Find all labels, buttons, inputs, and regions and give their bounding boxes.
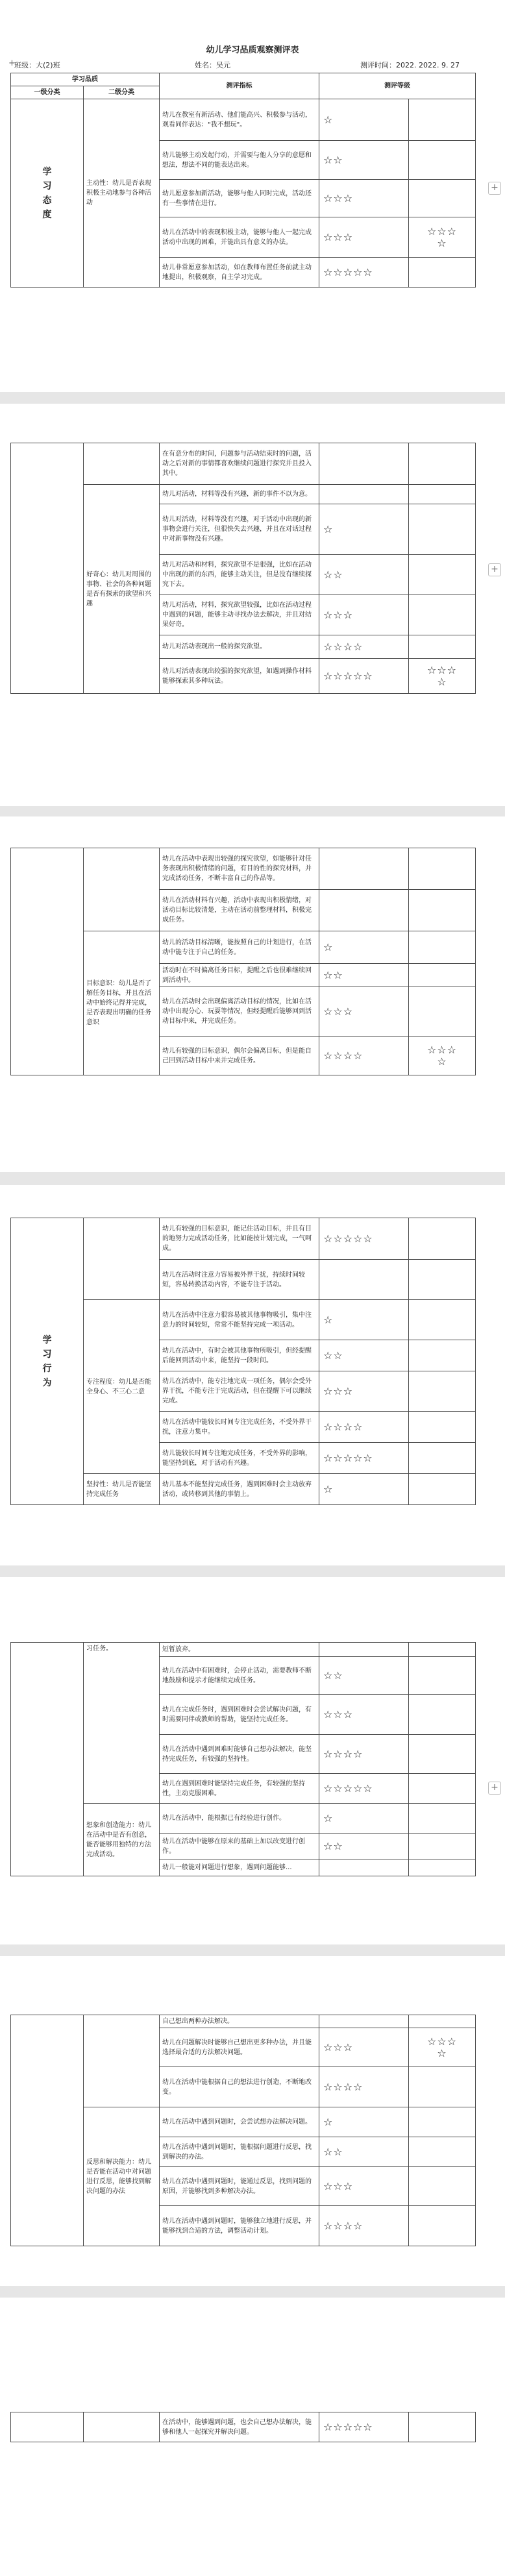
rating-stars[interactable]: ☆☆☆☆: [319, 1412, 409, 1443]
indicator-cell: 幼儿在活动材料有兴趣，活动中表现出积极情绪，对活动目标比较清楚，主动在活动前整理材料，积极完成任务。: [160, 890, 319, 931]
indicator-cell: 幼儿对活动，材料等没有兴趣，新的事件不以为意。: [160, 485, 319, 504]
indicator-cell: 幼儿在活动中能够在原来的基础上加以改变进行创作。: [160, 1834, 319, 1859]
rating-extra: [409, 485, 476, 504]
rating-extra: [409, 964, 476, 987]
rating-extra: [409, 2107, 476, 2137]
page-6: [0, 1956, 505, 2286]
indicator-cell: 幼儿有较强的目标意识，偶尔会偏离目标，但是能自己回到活动目标中来并完成任务。: [160, 1037, 319, 1075]
rating-extra: [409, 2067, 476, 2107]
rating-extra: [409, 635, 476, 659]
level2-cell: 目标意识：幼儿是否了解任务目标，并且在活动中始终记得并完成，是否表现出明确的任务意识: [84, 931, 160, 1075]
table-row: [11, 1218, 476, 1260]
indicator-cell: 幼儿有较强的目标意识，能记住活动目标，并且有目的地努力完成活动任务，比如能按计划完成，一气呵成。: [160, 1218, 319, 1260]
indicator-cell: 幼儿在活动中，有时会被其他事物所吸引，但经提醒后能回到活动中来，能坚持一段时间。: [160, 1340, 319, 1371]
indicator-cell: 幼儿在活动中能较长时间专注完成任务，不受外界干扰，注意力集中。: [160, 1412, 319, 1443]
rating-extra: [409, 1695, 476, 1735]
rating-extra: [409, 1412, 476, 1443]
eval-table-p3: [10, 848, 476, 1075]
rating-stars[interactable]: [319, 890, 409, 931]
rating-extra: [409, 443, 476, 485]
level2-cell: 坚持性：幼儿是否能坚持完成任务: [84, 1474, 160, 1505]
page-4: [0, 1185, 505, 1565]
rating-stars[interactable]: [319, 2015, 409, 2028]
table-row: [11, 2412, 476, 2442]
rating-extra: [409, 555, 476, 595]
rating-stars[interactable]: ☆☆: [319, 2137, 409, 2167]
rating-stars[interactable]: ☆☆☆☆: [319, 2206, 409, 2246]
rating-extra: [409, 1300, 476, 1340]
rating-extra: [409, 987, 476, 1037]
eval-table-p5: [10, 1642, 476, 1876]
level2-cell: 反思和解决能力：幼儿是否能在活动中对问题进行反思，能够找到解决问题的办法: [84, 2107, 160, 2246]
rating-stars[interactable]: [319, 1260, 409, 1300]
table-row: [11, 443, 476, 485]
page-5: [0, 1577, 505, 1944]
rating-extra: [409, 504, 476, 555]
eval-table-p7: [10, 2412, 476, 2442]
table-row: [11, 99, 476, 141]
level1-cell: [11, 443, 84, 694]
level2-cell: 好奇心：幼儿对周围的事物、社会的各种问题是否有探索的欲望和兴趣: [84, 485, 160, 694]
indicator-cell: 幼儿的活动目标清晰，能按照自己的计划进行，在活动中能专注于自己的任务。: [160, 931, 319, 964]
rating-stars[interactable]: ☆☆☆☆: [319, 635, 409, 659]
rating-stars[interactable]: ☆☆: [319, 1834, 409, 1859]
rating-stars[interactable]: ☆☆☆☆: [319, 1735, 409, 1774]
level2-cell: 主动性：幼儿是否表现积极主动地参与各种活动: [84, 99, 160, 288]
indicator-cell: 幼儿在活动中遇到问题时，会尝试想办法解决问题。: [160, 2107, 319, 2137]
rating-extra: [409, 141, 476, 180]
level2-cell: [84, 2412, 160, 2442]
level2-cell: [84, 443, 160, 485]
rating-extra: [409, 2412, 476, 2442]
rating-stars-alt[interactable]: ☆☆☆ ☆: [409, 1037, 476, 1075]
indicator-cell: 幼儿对活动和材料，探究欲望不是很强，比如在活动中出现的新的东西，能够主动关注，但是没有继续探究下去。: [160, 555, 319, 595]
rating-stars[interactable]: [319, 848, 409, 890]
rating-stars[interactable]: ☆☆☆: [319, 2028, 409, 2067]
rating-extra: [409, 1371, 476, 1412]
rating-stars[interactable]: ☆: [319, 1474, 409, 1505]
class-label: 班级：大(2)班: [14, 61, 60, 69]
indicator-cell: 幼儿能够主动发起行动，并需要与他人分享的意愿和想法，想法不同的能表达出来。: [160, 141, 319, 180]
rating-stars[interactable]: ☆☆☆: [319, 987, 409, 1037]
add-icon[interactable]: +: [488, 563, 501, 576]
rating-stars[interactable]: ☆☆☆☆☆: [319, 1443, 409, 1474]
rating-stars[interactable]: ☆☆☆: [319, 2167, 409, 2206]
rating-extra: [409, 1774, 476, 1804]
level1-cell: [11, 2412, 84, 2442]
page-3: [0, 816, 505, 1172]
indicator-cell: 幼儿在活动时会出现偏离活动目标的情况，比如在活动中出现分心、玩耍等情况，但经提醒后能够回到活动目标中来，并完成任务。: [160, 987, 319, 1037]
rating-extra: [409, 931, 476, 964]
rating-stars[interactable]: ☆☆☆☆: [319, 1037, 409, 1075]
indicator-cell: 幼儿能较长时间专注地完成任务，不受外界的影响，能坚持到底，对于活动有兴趣。: [160, 1443, 319, 1474]
indicator-cell: 短暂放弃。: [160, 1643, 319, 1657]
header-group: 学习品质: [11, 73, 160, 86]
rating-stars[interactable]: ☆: [319, 99, 409, 141]
page-1: [0, 0, 505, 392]
indicator-cell: 幼儿对活动表现出一般的探究欲望。: [160, 635, 319, 659]
rating-extra: [409, 2015, 476, 2028]
rating-extra: [409, 1218, 476, 1260]
indicator-cell: 幼儿在问题解决时能够自己想出更多种办法，并且能选择最合适的方法解决问题。: [160, 2028, 319, 2067]
header-level1: 一级分类: [11, 86, 84, 99]
indicator-cell: 幼儿在活动中遇到问题时，能够独立地进行反思，并能够找到合适的方法，调整活动计划。: [160, 2206, 319, 2246]
rating-stars[interactable]: ☆☆: [319, 555, 409, 595]
level2-cell: [84, 2015, 160, 2107]
indicator-cell: 幼儿在活动中能根据自己的想法进行创造，不断地改变。: [160, 2067, 319, 2107]
rating-extra: [409, 1340, 476, 1371]
indicator-cell: 在活动中，能够遇到问题，也会自己想办法解决，能够和他人一起探究并解决问题。: [160, 2412, 319, 2442]
indicator-cell: 幼儿在活动中遇到问题时，能根据问题进行反思，找到解决的办法。: [160, 2137, 319, 2167]
level2-cell: 习任务。: [84, 1643, 160, 1804]
indicator-cell: 幼儿在活动中注意力很容易被其他事物吸引，集中注意力的时间较短，常常不能坚持完成一项活动。: [160, 1300, 319, 1340]
rating-stars-alt[interactable]: ☆☆☆ ☆: [409, 2028, 476, 2067]
rating-stars[interactable]: ☆: [319, 931, 409, 964]
level1-cell: 学 习 态 度: [11, 99, 84, 288]
rating-extra: [409, 1859, 476, 1876]
doc-title: 幼儿学习品质观察测评表: [206, 45, 299, 55]
rating-extra: [409, 1443, 476, 1474]
indicator-cell: 幼儿非常愿意参加活动，如在教师布置任务前就主动地提出，积极观察，自主学习完成。: [160, 258, 319, 288]
rating-extra: [409, 2206, 476, 2246]
rating-stars[interactable]: ☆: [319, 504, 409, 555]
rating-extra: [409, 1735, 476, 1774]
rating-extra: [409, 99, 476, 141]
indicator-cell: 幼儿在活动时注意力容易被外界干扰，持续时间较短，容易转换活动内容，不能专注于活动。: [160, 1260, 319, 1300]
indicator-cell: 幼儿对活动，材料，探究欲望较强，比如在活动过程中遇到的问题，能够主动寻找办法去解决，并且对结果好奇。: [160, 595, 319, 635]
eval-table-p4: [10, 1218, 476, 1505]
rating-stars[interactable]: ☆☆☆☆☆: [319, 1218, 409, 1260]
level2-cell: [84, 848, 160, 931]
indicator-cell: 幼儿在活动中遇到困难时能够自己想办法解决，能坚持完成任务，有较强的坚持性。: [160, 1735, 319, 1774]
rating-extra: [409, 1657, 476, 1695]
level1-cell: [11, 2015, 84, 2246]
indicator-cell: 幼儿在活动中，能根据已有经验进行创作。: [160, 1804, 319, 1834]
table-row: [11, 848, 476, 890]
indicator-cell: 幼儿在活动中，能专注地完成一项任务，偶尔会受外界干扰，不能专注于完成活动，但在提醒下可以继续完成。: [160, 1371, 319, 1412]
rating-stars[interactable]: ☆☆☆: [319, 180, 409, 217]
rating-stars[interactable]: ☆: [319, 1804, 409, 1834]
rating-stars[interactable]: ☆: [319, 1300, 409, 1340]
page-7: [0, 2298, 505, 2576]
level2-cell: 想象和创造能力：幼儿在活动中是否有创意，能否能够用独特的方法完成活动。: [84, 1804, 160, 1876]
add-icon[interactable]: +: [488, 1782, 501, 1795]
rating-stars[interactable]: ☆☆: [319, 1657, 409, 1695]
rating-stars[interactable]: [319, 485, 409, 504]
rating-stars[interactable]: ☆☆: [319, 964, 409, 987]
indicator-cell: 幼儿在活动中的表现积极主动，能够与他人一起完成活动中出现的困难，并能出具有意义的办法。: [160, 217, 319, 258]
rating-stars[interactable]: ☆☆☆: [319, 217, 409, 258]
page-2: [0, 404, 505, 806]
rating-stars[interactable]: ☆☆☆☆☆: [319, 258, 409, 288]
level1-cell: [11, 1643, 84, 1876]
eval-table-p6: [10, 2015, 476, 2246]
indicator-cell: 幼儿基本不能坚持完成任务，遇到困难时会主动放弃活动，或转移到其他的事情上。: [160, 1474, 319, 1505]
rating-extra: [409, 180, 476, 217]
header-row-group: [11, 73, 476, 86]
level2-cell: 专注程度：幼儿是否能全身心、不三心二意: [84, 1300, 160, 1474]
rating-stars[interactable]: ☆☆☆: [319, 1695, 409, 1735]
rating-stars[interactable]: ☆☆☆☆: [319, 2067, 409, 2107]
indicator-cell: 幼儿对活动，材料等没有兴趣，对于活动中出现的新事物会进行关注，但很快失去兴趣，并且在对话过程中对新事物没有兴趣。: [160, 504, 319, 555]
indicator-cell: 幼儿在活动中表现出较强的探究欲望，如能够针对任务表现出积极情绪的问题，有目的性的探究材料，并完成活动任务，不断丰富自己的作品等。: [160, 848, 319, 890]
name-label: 姓名：吴元: [195, 61, 230, 69]
rating-stars[interactable]: ☆☆☆: [319, 1371, 409, 1412]
rating-extra: [409, 1834, 476, 1859]
date-label: 测评时间：2022. 2022. 9. 27: [360, 61, 460, 69]
eval-table-p1: [10, 73, 476, 288]
table-row: [11, 1643, 476, 1657]
rating-stars-alt[interactable]: ☆☆☆ ☆: [409, 217, 476, 258]
rating-extra: [409, 848, 476, 890]
rating-extra: [409, 1474, 476, 1505]
indicator-cell: 幼儿在遇到困难时能坚持完成任务，有较强的坚持性，主动克服困难。: [160, 1774, 319, 1804]
rating-stars[interactable]: ☆☆☆☆☆: [319, 1774, 409, 1804]
indicator-cell: 幼儿愿意参加新活动，能够与他人同时完成，活动还有一些事情在进行。: [160, 180, 319, 217]
indicator-cell: 幼儿在教室有新活动、他们能高兴、积极参与活动，观看同伴表达："我不想玩"。: [160, 99, 319, 141]
level2-cell: [84, 1218, 160, 1300]
rating-extra: [409, 258, 476, 288]
header-indicator: 测评指标: [160, 73, 319, 99]
rating-stars[interactable]: [319, 1643, 409, 1657]
rating-extra: [409, 1260, 476, 1300]
indicator-cell: 幼儿在活动中遇到问题时，能通过反思，找到问题的原因，并能够找到多种解决办法。: [160, 2167, 319, 2206]
corner-mark: +: [8, 58, 16, 68]
level1-cell: 学 习 行 为: [11, 1218, 84, 1505]
level1-cell: [11, 848, 84, 1075]
header-level2: 二级分类: [84, 86, 160, 99]
indicator-cell: 自己想出两种办法解决。: [160, 2015, 319, 2028]
indicator-cell: 幼儿在活动中有困难时，会停止活动，需要教师不断地鼓励和提示才能继续完成任务。: [160, 1657, 319, 1695]
rating-extra: [409, 890, 476, 931]
header-rating: 测评等级: [319, 73, 476, 99]
indicator-cell: 幼儿对活动表现出较强的探究欲望，如遇到操作材料能够探索其多种玩法。: [160, 659, 319, 694]
rating-extra: [409, 595, 476, 635]
rating-extra: [409, 1643, 476, 1657]
indicator-cell: 幼儿一般能对问题进行想象，遇到问题能够...: [160, 1859, 319, 1876]
rating-stars[interactable]: ☆: [319, 2107, 409, 2137]
indicator-cell: 活动时在不时偏离任务目标，提醒之后也很难继续回到活动中。: [160, 964, 319, 987]
rating-stars[interactable]: ☆☆☆☆☆: [319, 2412, 409, 2442]
indicator-cell: 幼儿在完成任务时，遇到困难时会尝试解决问题，有时需要同伴或教师的帮助，能坚持完成任务。: [160, 1695, 319, 1735]
rating-stars[interactable]: [319, 1859, 409, 1876]
rating-extra: [409, 2167, 476, 2206]
add-icon[interactable]: +: [488, 182, 501, 195]
rating-stars[interactable]: [319, 443, 409, 485]
table-row: [11, 2015, 476, 2028]
rating-stars-alt[interactable]: ☆☆☆ ☆: [409, 659, 476, 694]
rating-extra: [409, 1804, 476, 1834]
rating-extra: [409, 2137, 476, 2167]
eval-table-p2: [10, 443, 476, 694]
rating-stars[interactable]: ☆☆☆: [319, 595, 409, 635]
rating-stars[interactable]: ☆☆☆☆☆: [319, 659, 409, 694]
rating-stars[interactable]: ☆☆: [319, 1340, 409, 1371]
indicator-cell: 在有意分布的时间，问题参与活动结束时的问题，活动之后对新的事情都喜欢继续问题进行探究并且投入其中。: [160, 443, 319, 485]
rating-stars[interactable]: ☆☆: [319, 141, 409, 180]
